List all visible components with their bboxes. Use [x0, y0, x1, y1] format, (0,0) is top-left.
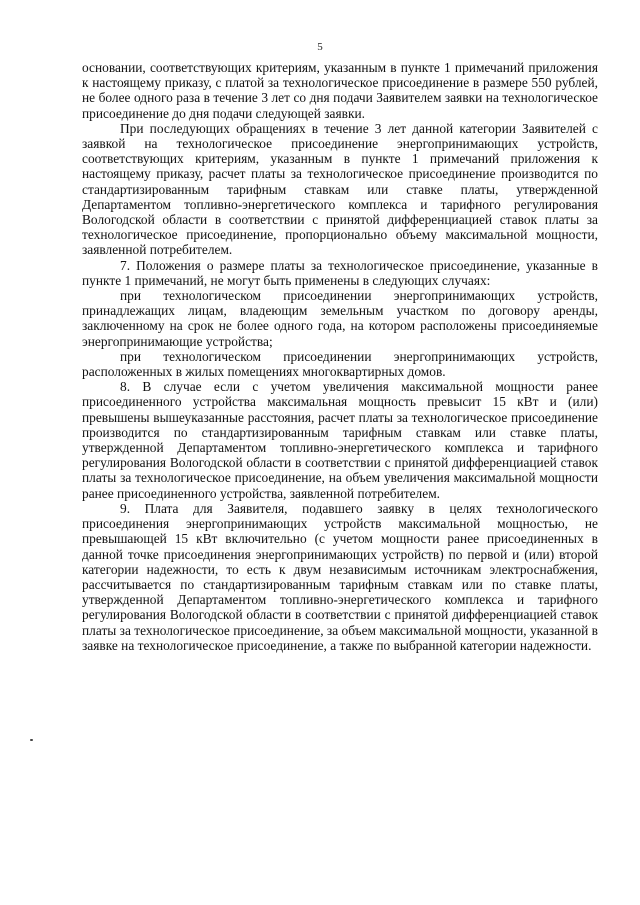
paragraph: При последующих обращениях в течение 3 лет данной категории Заявителей с заявкой на технологическое присоединение энергопринимающих устройств, соответствующих критериям, указанным в пункте 1 примечаний приложения к настоящему приказу, расчет платы за технологическое присоединение производится по стандартизированным тарифным ставкам или ставке платы, утвержденной Департаментом топливно-энергетического комплекса и тарифного регулирования Вологодской области в соответствии с принятой дифференциацией ставок платы за технологическое присоединение, пропорционально объему максимальной мощности, заявленной потребителем.: [82, 120, 598, 258]
paragraph: при технологическом присоединении энергопринимающих устройств, принадлежащих лицам, владеющим земельным участком по договору аренды, заключенному на срок не более одного года, на котором расположены присоединяемые энергопринимающие устройства;: [82, 288, 598, 349]
paragraph: 9. Плата для Заявителя, подавшего заявку в целях технологического присоединения энергопринимающих устройств максимальной мощностью, не превышающей 15 кВт включительно (с учетом мощности ранее присоединенных в данной точке присоединения энергопринимающих устройств) по первой и (или) второй категории надежности, то есть к двум независимым источникам электроснабжения, рассчитывается по стандартизированным тарифным ставкам или по ставке платы, утвержденной Департаментом топливно-энергетического комплекса и тарифного регулирования Вологодской области в соответствии с принятой дифференциацией ставок платы за технологическое присоединение, за объем максимальной мощности, указанной в заявке на технологическое присоединение, а также по выбранной категории надежности.: [82, 500, 598, 653]
paragraph: 7. Положения о размере платы за технологическое присоединение, указанные в пункте 1 примечаний, не могут быть применены в следующих случаях:: [82, 257, 598, 288]
paragraph: при технологическом присоединении энергопринимающих устройств, расположенных в жилых помещениях многоквартирных домов.: [82, 348, 598, 380]
paragraph: основании, соответствующих критериям, указанным в пункте 1 примечаний приложения к настоящему приказу, с платой за технологическое присоединение в размере 550 рублей, не более одного раза в течение 3 лет со дня подачи Заявителем заявки на технологическое присоединение до дня подачи следующей заявки.: [82, 60, 598, 121]
page-number: 5: [317, 41, 323, 53]
document-body: [82, 60, 598, 653]
paragraph: 8. В случае если с учетом увеличения максимальной мощности ранее присоединенного устройства максимальная мощность превысит 15 кВт и (или) превышены вышеуказанные расстояния, расчет платы за технологическое присоединение производится по стандартизированным тарифным ставкам или ставке платы, утвержденной Департаментом топливно-энергетического комплекса и тарифного регулирования Вологодской области в соответствии с принятой дифференциацией ставок платы за технологическое присоединение, на объем увеличения максимальной мощности ранее присоединенного устройства, заявленной потребителем.: [82, 379, 598, 501]
margin-mark: [30, 739, 33, 741]
